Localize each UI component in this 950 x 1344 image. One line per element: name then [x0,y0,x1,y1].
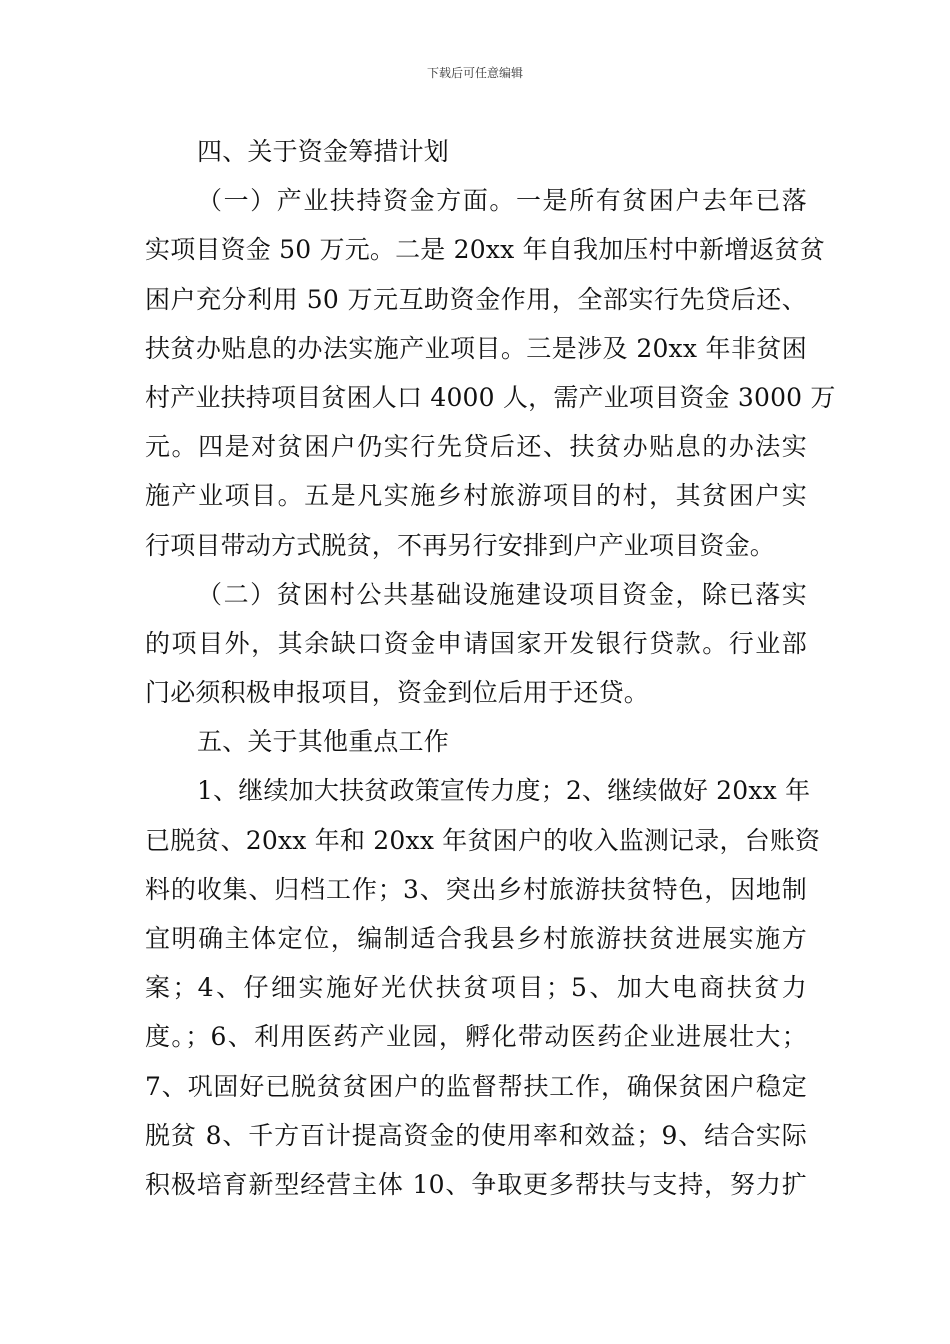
paragraph-line: 扶贫办贴息的办法实施产业项目。三是涉及 20xx 年非贫困 [145,333,807,363]
paragraph-line: 度。；6、利用医药产业园，孵化带动医药企业进展壮大； [145,1022,807,1052]
paragraph-line: 已脱贫、20xx 年和 20xx 年贫困户的收入监测记录，台账资 [145,825,821,855]
paragraph-line: 案；4、仔细实施好光伏扶贫项目；5、加大电商扶贫力 [145,973,807,1003]
section-heading-funding: 四、关于资金筹措计划 [197,137,450,166]
document-body [145,127,836,1209]
paragraph-line: 困户充分利用 50 万元互助资金作用，全部实行先贷后还、 [145,284,807,314]
paragraph-line: 门必须积极申报项目，资金到位后用于还贷。 [145,678,650,708]
paragraph-line: 积极培育新型经营主体 10、争取更多帮扶与支持，努力扩 [145,1169,807,1199]
paragraph-line: 的项目外，其余缺口资金申请国家开发银行贷款。行业部 [145,628,807,658]
paragraph-line: 施产业项目。五是凡实施乡村旅游项目的村，其贫困户实 [145,481,807,511]
paragraph-line: 7、巩固好已脱贫贫困户的监督帮扶工作，确保贫困户稳定 [145,1071,807,1101]
section-heading-other-work: 五、关于其他重点工作 [197,727,450,757]
paragraph-line: 村产业扶持项目贫困人口 4000 人，需产业项目资金 3000 万 [145,382,836,412]
paragraph-line: 1、继续加大扶贫政策宣传力度；2、继续做好 20xx 年 [197,776,811,806]
page-header-note: 下载后可任意编辑 [426,66,523,80]
paragraph-line: 元。四是对贫困户仍实行先贷后还、扶贫办贴息的办法实 [145,432,807,462]
paragraph-line: 宜明确主体定位，编制适合我县乡村旅游扶贫进展实施方 [145,924,807,953]
paragraph-line: （一）产业扶持资金方面。一是所有贫困户去年已落 [197,186,807,216]
paragraph-line: （二）贫困村公共基础设施建设项目资金，除已落实 [197,579,807,609]
paragraph-line: 实项目资金 50 万元。二是 20xx 年自我加压村中新增返贫贫 [145,235,826,265]
paragraph-line: 行项目带动方式脱贫，不再另行安排到户产业项目资金。 [145,530,776,560]
paragraph-line: 脱贫 8、千方百计提高资金的使用率和效益；9、结合实际 [145,1120,807,1150]
paragraph-line: 料的收集、归档工作；3、突出乡村旅游扶贫特色，因地制 [145,874,807,904]
